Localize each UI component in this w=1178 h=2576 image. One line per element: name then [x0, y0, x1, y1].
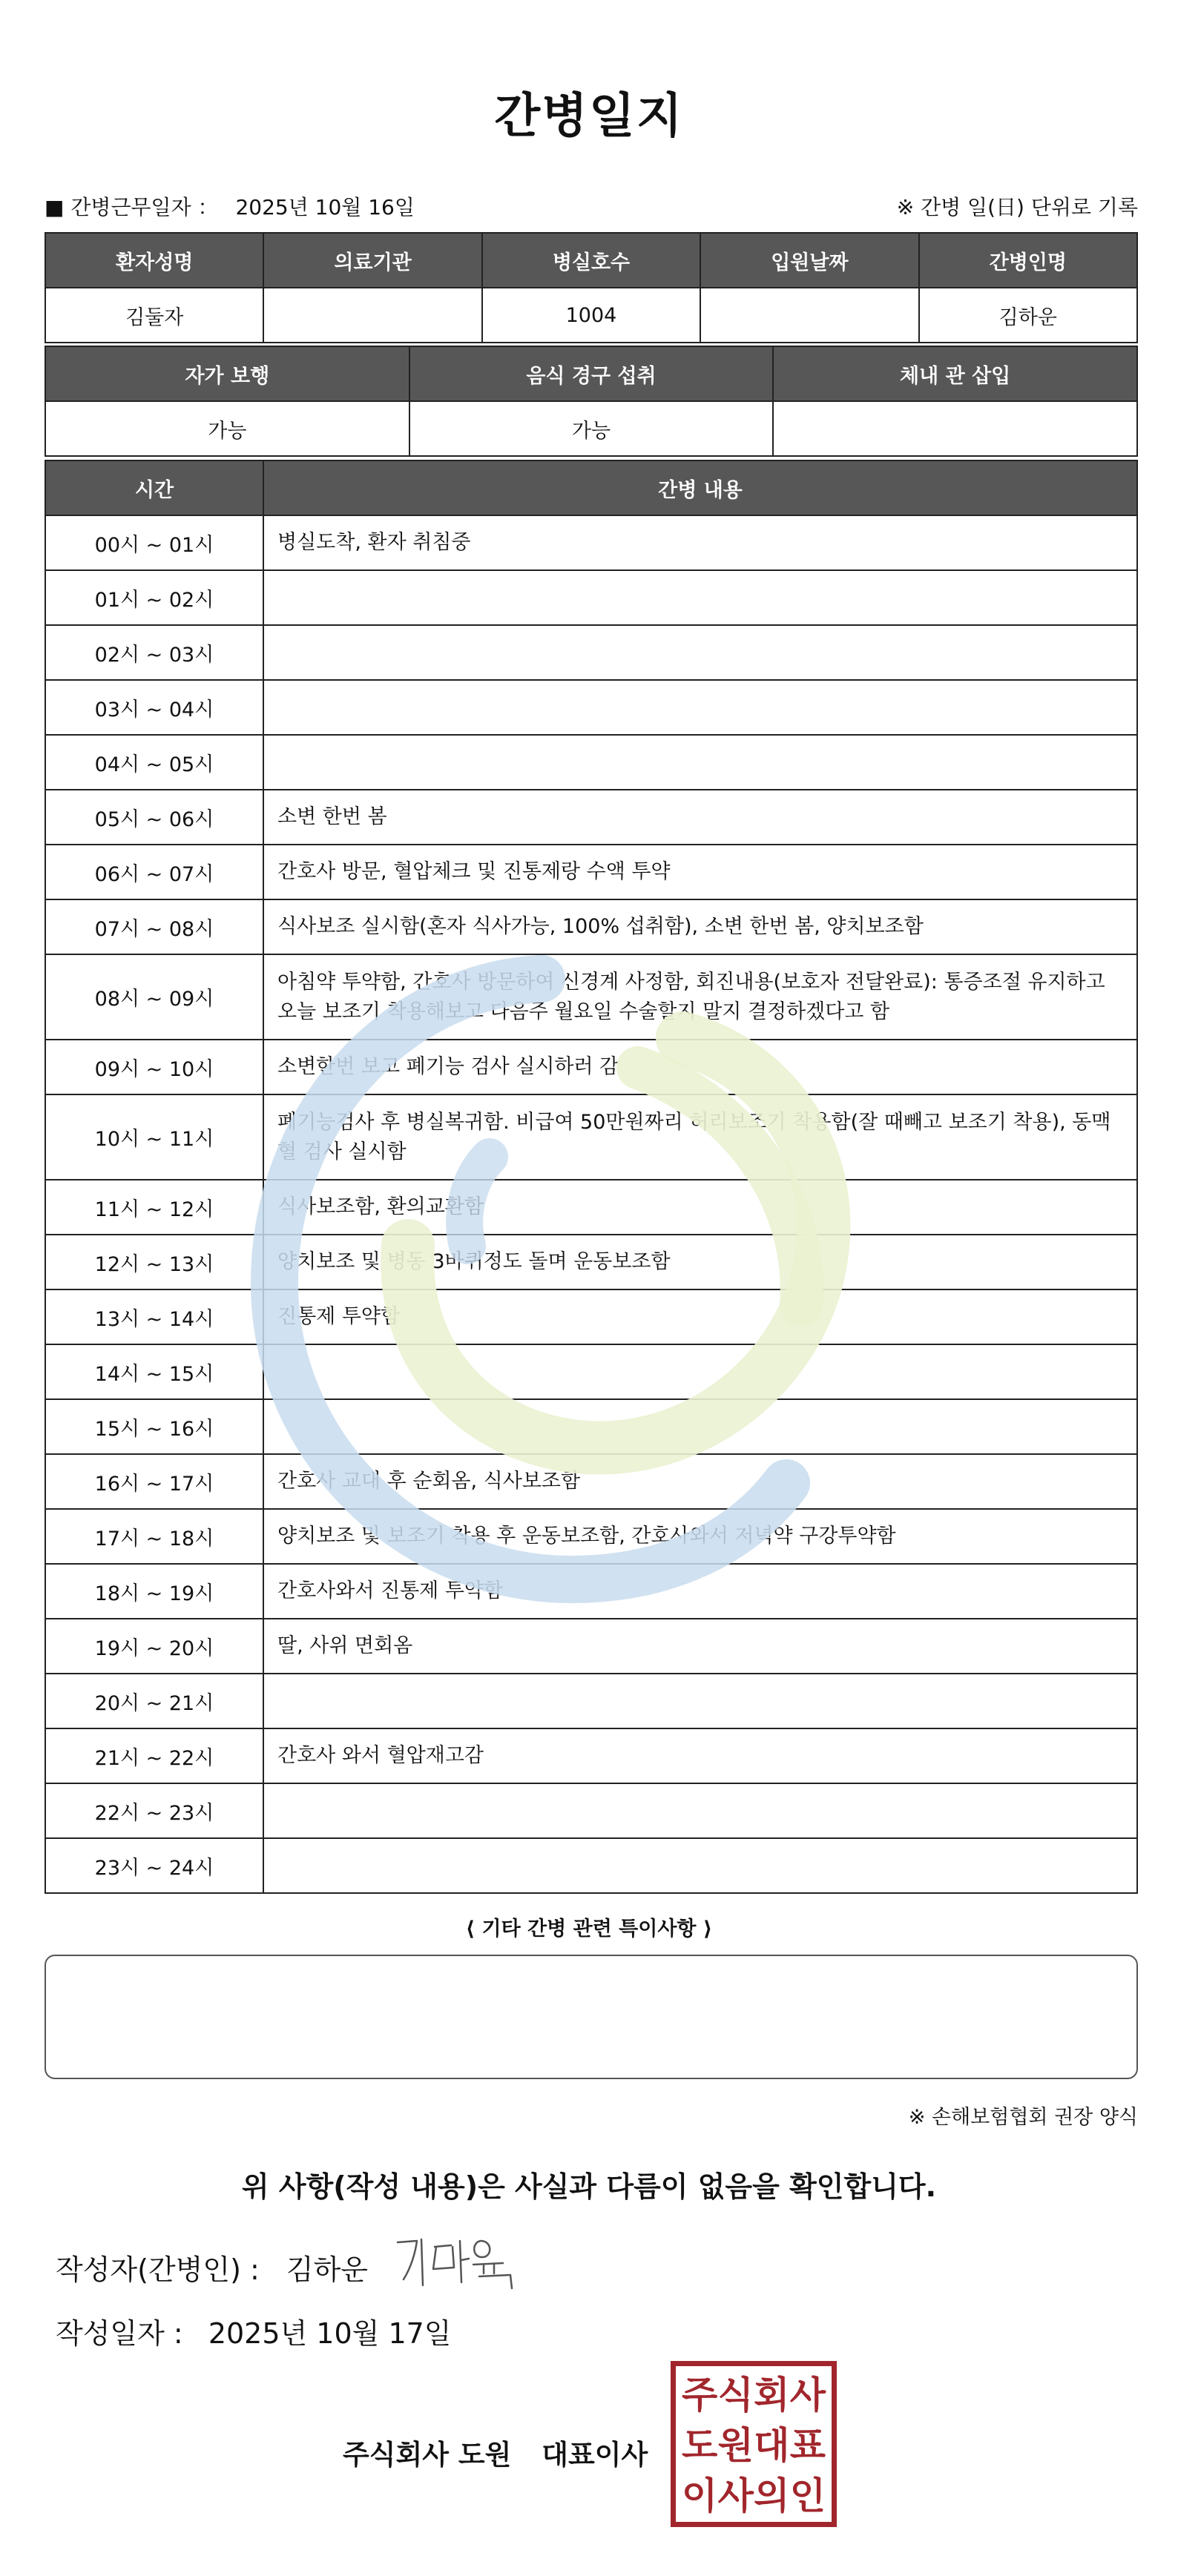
care-log-content [263, 680, 1137, 735]
patient-status-header-row [45, 346, 1137, 401]
seal-row [676, 2471, 832, 2520]
care-log-time: 05시 ~ 06시 [45, 790, 263, 845]
care-log-row [45, 1040, 1137, 1094]
care-log-row [45, 625, 1137, 680]
recommended-form-note: ※ 손해보험협회 권장 양식 [908, 2106, 1138, 2129]
care-log-row [45, 1235, 1137, 1289]
patient-status-table [45, 346, 1138, 457]
care-log-row [45, 1289, 1137, 1344]
patient-info-header-row [45, 233, 1137, 288]
patient-status-value-row [45, 401, 1137, 456]
care-log-content: 간호사 교대 후 순회옴, 식사보조함 [263, 1454, 1137, 1509]
care-log-table [45, 460, 1138, 1894]
care-log-row [45, 1783, 1137, 1838]
work-date-line [45, 191, 415, 221]
care-log-row [45, 680, 1137, 735]
care-log-row [45, 1094, 1137, 1180]
care-log-time: 22시 ~ 23시 [45, 1783, 263, 1838]
care-log-row [45, 1838, 1137, 1893]
care-log-row [45, 735, 1137, 790]
seal-char: 식 [717, 2374, 754, 2417]
seal-char: 대 [754, 2424, 790, 2467]
care-log-time: 23시 ~ 24시 [45, 1838, 263, 1893]
header-patient-name: 환자성명 [45, 233, 263, 288]
header-oral-intake: 음식 경구 섭취 [409, 346, 774, 401]
care-log-row [45, 1728, 1137, 1783]
admission-date [700, 288, 918, 343]
seal-char: 도 [682, 2424, 718, 2467]
care-log-time: 04시 ~ 05시 [45, 735, 263, 790]
care-log-time: 02시 ~ 03시 [45, 625, 263, 680]
care-log-row [45, 1674, 1137, 1728]
company-name: 주식회사 도원 [343, 2439, 512, 2471]
confirmation-statement: 위 사항(작성 내용)은 사실과 다름이 없음을 확인합니다. [241, 2170, 937, 2203]
special-notes-title: ⟨ 기타 간병 관련 특이사항 ⟩ [465, 1918, 713, 1941]
seal-char: 의 [754, 2474, 790, 2517]
work-date-label: ■ 간병근무일자 ： [45, 195, 219, 219]
work-date-value: 2025년 10월 16일 [235, 195, 415, 219]
seal-char: 회 [754, 2374, 790, 2417]
seal-char: 주 [682, 2374, 718, 2417]
room-number: 1004 [482, 288, 700, 343]
care-log-time: 14시 ~ 15시 [45, 1344, 263, 1399]
care-log-time: 20시 ~ 21시 [45, 1674, 263, 1728]
care-log-content: 간호사와서 진통제 투약함 [263, 1564, 1137, 1619]
care-log-time: 17시 ~ 18시 [45, 1509, 263, 1564]
care-log-content: 간호사 와서 혈압재고감 [263, 1728, 1137, 1783]
care-log-content [263, 570, 1137, 625]
seal-char: 사 [789, 2374, 826, 2417]
care-log-time: 16시 ~ 17시 [45, 1454, 263, 1509]
special-notes-box [45, 1955, 1138, 2079]
hospital [263, 288, 481, 343]
writer-name: 김하운 [286, 2253, 368, 2286]
care-log-content: 양치보조 및 병동 3바퀴정도 돌며 운동보조함 [263, 1235, 1137, 1289]
handwritten-signature-icon [392, 2230, 521, 2296]
care-log-header-row [45, 460, 1137, 515]
care-log-time: 21시 ~ 22시 [45, 1728, 263, 1783]
care-log-content: 양치보조 및 보조기 착용 후 운동보조함, 간호사와서 저녁약 구강투약함 [263, 1509, 1137, 1564]
care-log-row [45, 899, 1137, 954]
care-log-row [45, 1454, 1137, 1509]
care-log-content: 소변 한번 봄 [263, 790, 1137, 845]
care-log-time: 03시 ~ 04시 [45, 680, 263, 735]
care-log-row [45, 1399, 1137, 1454]
care-log-content: 아침약 투약함, 간호사 방문하여 신경계 사정함, 회진내용(보호자 전달완료): 통증조절 유지하고 오늘 보조기 착용해보고 다음주 월요일 수술할지 말지 결정하겠다고 함 [263, 954, 1137, 1040]
seal-char: 이 [682, 2474, 718, 2517]
care-log-content [263, 1783, 1137, 1838]
representative-title: 대표이사 [542, 2439, 648, 2471]
care-log-row [45, 570, 1137, 625]
care-log-content: 간호사 방문, 혈압체크 및 진통제랑 수액 투약 [263, 845, 1137, 899]
care-log-content [263, 1399, 1137, 1454]
care-log-time: 06시 ~ 07시 [45, 845, 263, 899]
care-log-time: 11시 ~ 12시 [45, 1180, 263, 1235]
care-log-content: 식사보조 실시함(혼자 식사가능, 100% 섭취함), 소변 한번 봄, 양치보조함 [263, 899, 1137, 954]
care-log-row [45, 1509, 1137, 1564]
care-log-content [263, 1838, 1137, 1893]
document-title: 간병일지 [494, 89, 684, 144]
seal-row [676, 2371, 832, 2420]
header-admission-date: 입원날짜 [700, 233, 918, 288]
care-log-content: 진통제 투약함 [263, 1289, 1137, 1344]
care-log-row [45, 515, 1137, 570]
care-log-time: 12시 ~ 13시 [45, 1235, 263, 1289]
company-line [343, 2432, 648, 2472]
seal-char: 원 [717, 2424, 754, 2467]
care-log-content: 병실도착, 환자 취침중 [263, 515, 1137, 570]
header-caregiver-name: 간병인명 [919, 233, 1137, 288]
care-log-content [263, 1674, 1137, 1728]
tube-insertion [773, 401, 1137, 456]
care-log-time: 19시 ~ 20시 [45, 1619, 263, 1674]
care-log-content: 소변한번 보고 폐기능 검사 실시하러 감 [263, 1040, 1137, 1094]
care-log-time: 01시 ~ 02시 [45, 570, 263, 625]
patient-info-value-row [45, 288, 1137, 343]
care-log-row [45, 845, 1137, 899]
care-log-time: 18시 ~ 19시 [45, 1564, 263, 1619]
seal-char: 사 [717, 2474, 754, 2517]
care-log-time: 07시 ~ 08시 [45, 899, 263, 954]
write-date-value: 2025년 10월 17일 [208, 2317, 452, 2350]
care-log-content [263, 1344, 1137, 1399]
caregiver-name: 김하운 [919, 288, 1137, 343]
writer-label: 작성자(간병인) : [56, 2253, 260, 2286]
care-log-row [45, 1180, 1137, 1235]
care-log-row [45, 1564, 1137, 1619]
care-log-time: 13시 ~ 14시 [45, 1289, 263, 1344]
care-log-time: 09시 ~ 10시 [45, 1040, 263, 1094]
care-log-content: 식사보조함, 환의교환함 [263, 1180, 1137, 1235]
write-date-line [56, 2311, 452, 2351]
care-log-row [45, 1619, 1137, 1674]
record-unit-note: ※ 간병 일(日) 단위로 기록 [896, 195, 1138, 219]
seal-char: 인 [789, 2474, 826, 2517]
care-log-content: 딸, 사위 면회옴 [263, 1619, 1137, 1674]
write-date-label: 작성일자 : [56, 2317, 183, 2350]
header-time: 시간 [45, 460, 263, 515]
header-care-content: 간병 내용 [263, 460, 1137, 515]
care-log-content [263, 735, 1137, 790]
care-log-row [45, 954, 1137, 1040]
care-log-time: 00시 ~ 01시 [45, 515, 263, 570]
seal-char: 표 [789, 2424, 826, 2467]
care-log-time: 15시 ~ 16시 [45, 1399, 263, 1454]
care-log-row [45, 1344, 1137, 1399]
oral-intake: 가능 [409, 401, 774, 456]
writer-line [56, 2247, 368, 2288]
company-seal-stamp [671, 2361, 837, 2527]
care-log-content: 폐기능검사 후 병실복귀함. 비급여 50만원짜리 허리보조기 착용함(잘 때빼고 보조기 착용), 동맥혈 검사 실시함 [263, 1094, 1137, 1180]
header-tube-insertion: 체내 관 삽입 [773, 346, 1137, 401]
seal-row [676, 2421, 832, 2470]
header-self-walking: 자가 보행 [45, 346, 409, 401]
self-walking: 가능 [45, 401, 409, 456]
patient-info-table [45, 232, 1138, 343]
care-log-time: 10시 ~ 11시 [45, 1094, 263, 1180]
care-log-row [45, 790, 1137, 845]
care-log-content [263, 625, 1137, 680]
patient-name: 김둘자 [45, 288, 263, 343]
header-room-number: 병실호수 [482, 233, 700, 288]
care-log-time: 08시 ~ 09시 [45, 954, 263, 1040]
header-hospital: 의료기관 [263, 233, 481, 288]
